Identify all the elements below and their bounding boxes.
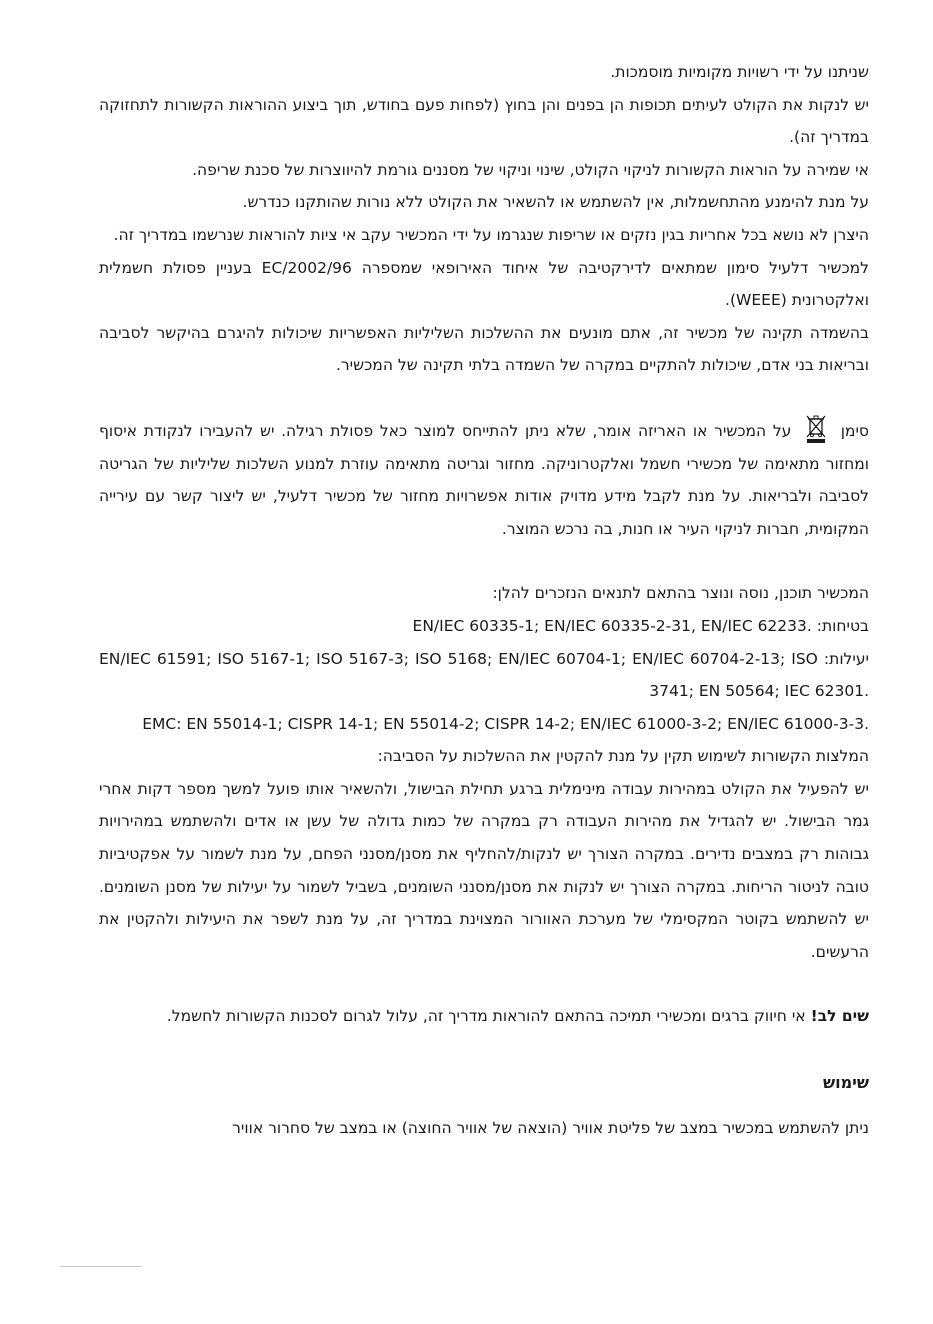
paragraph-emc-standards: [99, 708, 869, 741]
spacer: [99, 1100, 869, 1112]
symbol-description: על המכשיר או האריזה אומר, שלא ניתן להתייחס למוצר כאל פסולת רגילה. יש להעבירו לנקודת איסוף ומחזור מתאימה של מכשירי חשמל ואלקטרוניקה. מחזור וגריטה מתאימה עוזרת למנוע השלכות שליליות של הגריטה לסביבה ולבריאות. על מנת לקבל מידע מדויק אודות אפשרויות מחזור של מכשיר דלעיל, יש ליצור קשר עם עירייה המקומית, חברות לניקוי העיר או חנות, בה נרכש המוצר.: [99, 421, 869, 538]
footer-divider: [60, 1266, 142, 1267]
spacer: [99, 1033, 869, 1067]
paragraph-environment-recommendations-title: המלצות הקשורות לשימוש תקין על מנת להקטין את ההשלכות על הסביבה:: [377, 747, 869, 766]
emc-standards-list: EMC: EN 55014-1; CISPR 14-1; EN 55014-2; CISPR 14-2; EN/IEC 61000-3-2; EN/IEC 61000-3-3.: [142, 714, 869, 733]
paragraph-weee-symbol: [99, 414, 869, 545]
symbol-label: סימן: [840, 421, 869, 440]
paragraph-liability: היצרן לא נושא בכל אחריות בגין נזקים או שריפות שנגרמו על ידי המכשיר עקב אי ציות להוראות שנרשמו במדריך זה.: [113, 225, 869, 244]
paragraph-usage-modes: ניתן להשתמש במכשיר במצב של פליטת אוויר (הוצאה של אוויר החוצה) או במצב של סחרור אוויר: [232, 1118, 869, 1137]
document-page: [99, 56, 869, 1144]
paragraph-local-authorities: שניתנו על ידי רשויות מקומיות מוסמכות.: [610, 63, 869, 81]
section-heading-usage: שימוש: [822, 1073, 869, 1093]
crossed-out-wheelie-bin-icon: [804, 414, 828, 444]
paragraph-weee-directive: למכשיר דלעיל סימון שמתאים לדירקטיבה של איחוד האירופאי שמספרה EC/2002/96 בעניין פסולת חשמלית ואלקטרונית (WEEE).: [99, 258, 869, 310]
efficiency-standards-list: EN/IEC 61591; ISO 5167-1; ISO 5167-3; ISO 5168; EN/IEC 60704-1; EN/IEC 60704-2-13; ISO 3741; EN 50564; IEC 62301.: [99, 649, 869, 701]
paragraph-efficiency-standards: [99, 643, 869, 708]
safety-standards-list: EN/IEC 60335-1; EN/IEC 60335-2-31, EN/IEC 62233.: [412, 616, 812, 635]
paragraph-electric-shock: על מנת להימנע מהתחשמלות, אין להשתמש או להשאיר את הקולט ללא נורות שהותקנו כנדרש.: [242, 193, 869, 212]
paragraph-cleaning-frequency: יש לנקות את הקולט לעיתים תכופות הן בפנים והן בחוץ (לפחות פעם בחודש, תוך ביצוע ההוראות הקשורות לתחזוקה במדריך זה).: [99, 95, 869, 147]
efficiency-label: יעילות:: [823, 649, 869, 668]
paragraph-warning: [99, 1000, 869, 1033]
safety-label: בטיחות:: [816, 616, 869, 635]
paragraph-disposal: בהשמדה תקינה של מכשיר זה, אתם מונעים את ההשלכות השליליות האפשריות שיכולות להיגרם בהיקשר לסביבה ובריאות בני אדם, שיכולות להתקיים במקרה של השמדה בלתי תקינה של המכשיר.: [99, 323, 869, 375]
spacer: [99, 968, 869, 1000]
paragraph-fire-hazard: אי שמירה על הוראות הקשורות לניקוי הקולט, שינוי וניקוי של מסננים גורמת להיווצרות של סכנת שריפה.: [192, 160, 869, 179]
paragraph-safety-standards: [99, 610, 869, 643]
paragraph-standards-intro: המכשיר תוכנן, נוסה ונוצר בהתאם לתנאים הנזכרים להלן:: [492, 584, 869, 603]
paragraph-environment-recommendations: יש להפעיל את הקולט במהירות עבודה מינימלית ברגע תחילת הבישול, ולהשאיר אותו פועל למשך מספר דקות אחרי גמר הבישול. יש להגדיל את מהירות העבודה רק במקרה של כמות גדולה של עשן או אדים ולהשתמש במהירויות גבוהות רק במצבים נדירים. במקרה הצורך יש לנקות/להחליף את מסנן/מסנני הפחם, על מנת לשמור על אפקטיביות טובה לניטור הריחות. במקרה הצורך יש לנקות את מסנן/מסנני השומנים, בשביל לשמור על יעילות של מסנן השומנים. יש להשתמש בקוטר המקסימלי של מערכת האוורור המצוינת במדריך זה, על מנת לשפר את היעילות ולהקטין את הרעשים.: [99, 779, 869, 961]
warning-label: שים לב!: [810, 1007, 869, 1026]
spacer: [99, 545, 869, 577]
warning-text: אי חיווק ברגים ומכשירי תמיכה בהתאם להוראות מדריך זה, עלול לגרום לסכנות הקשורות לחשמל.: [166, 1007, 806, 1026]
spacer: [99, 382, 869, 414]
